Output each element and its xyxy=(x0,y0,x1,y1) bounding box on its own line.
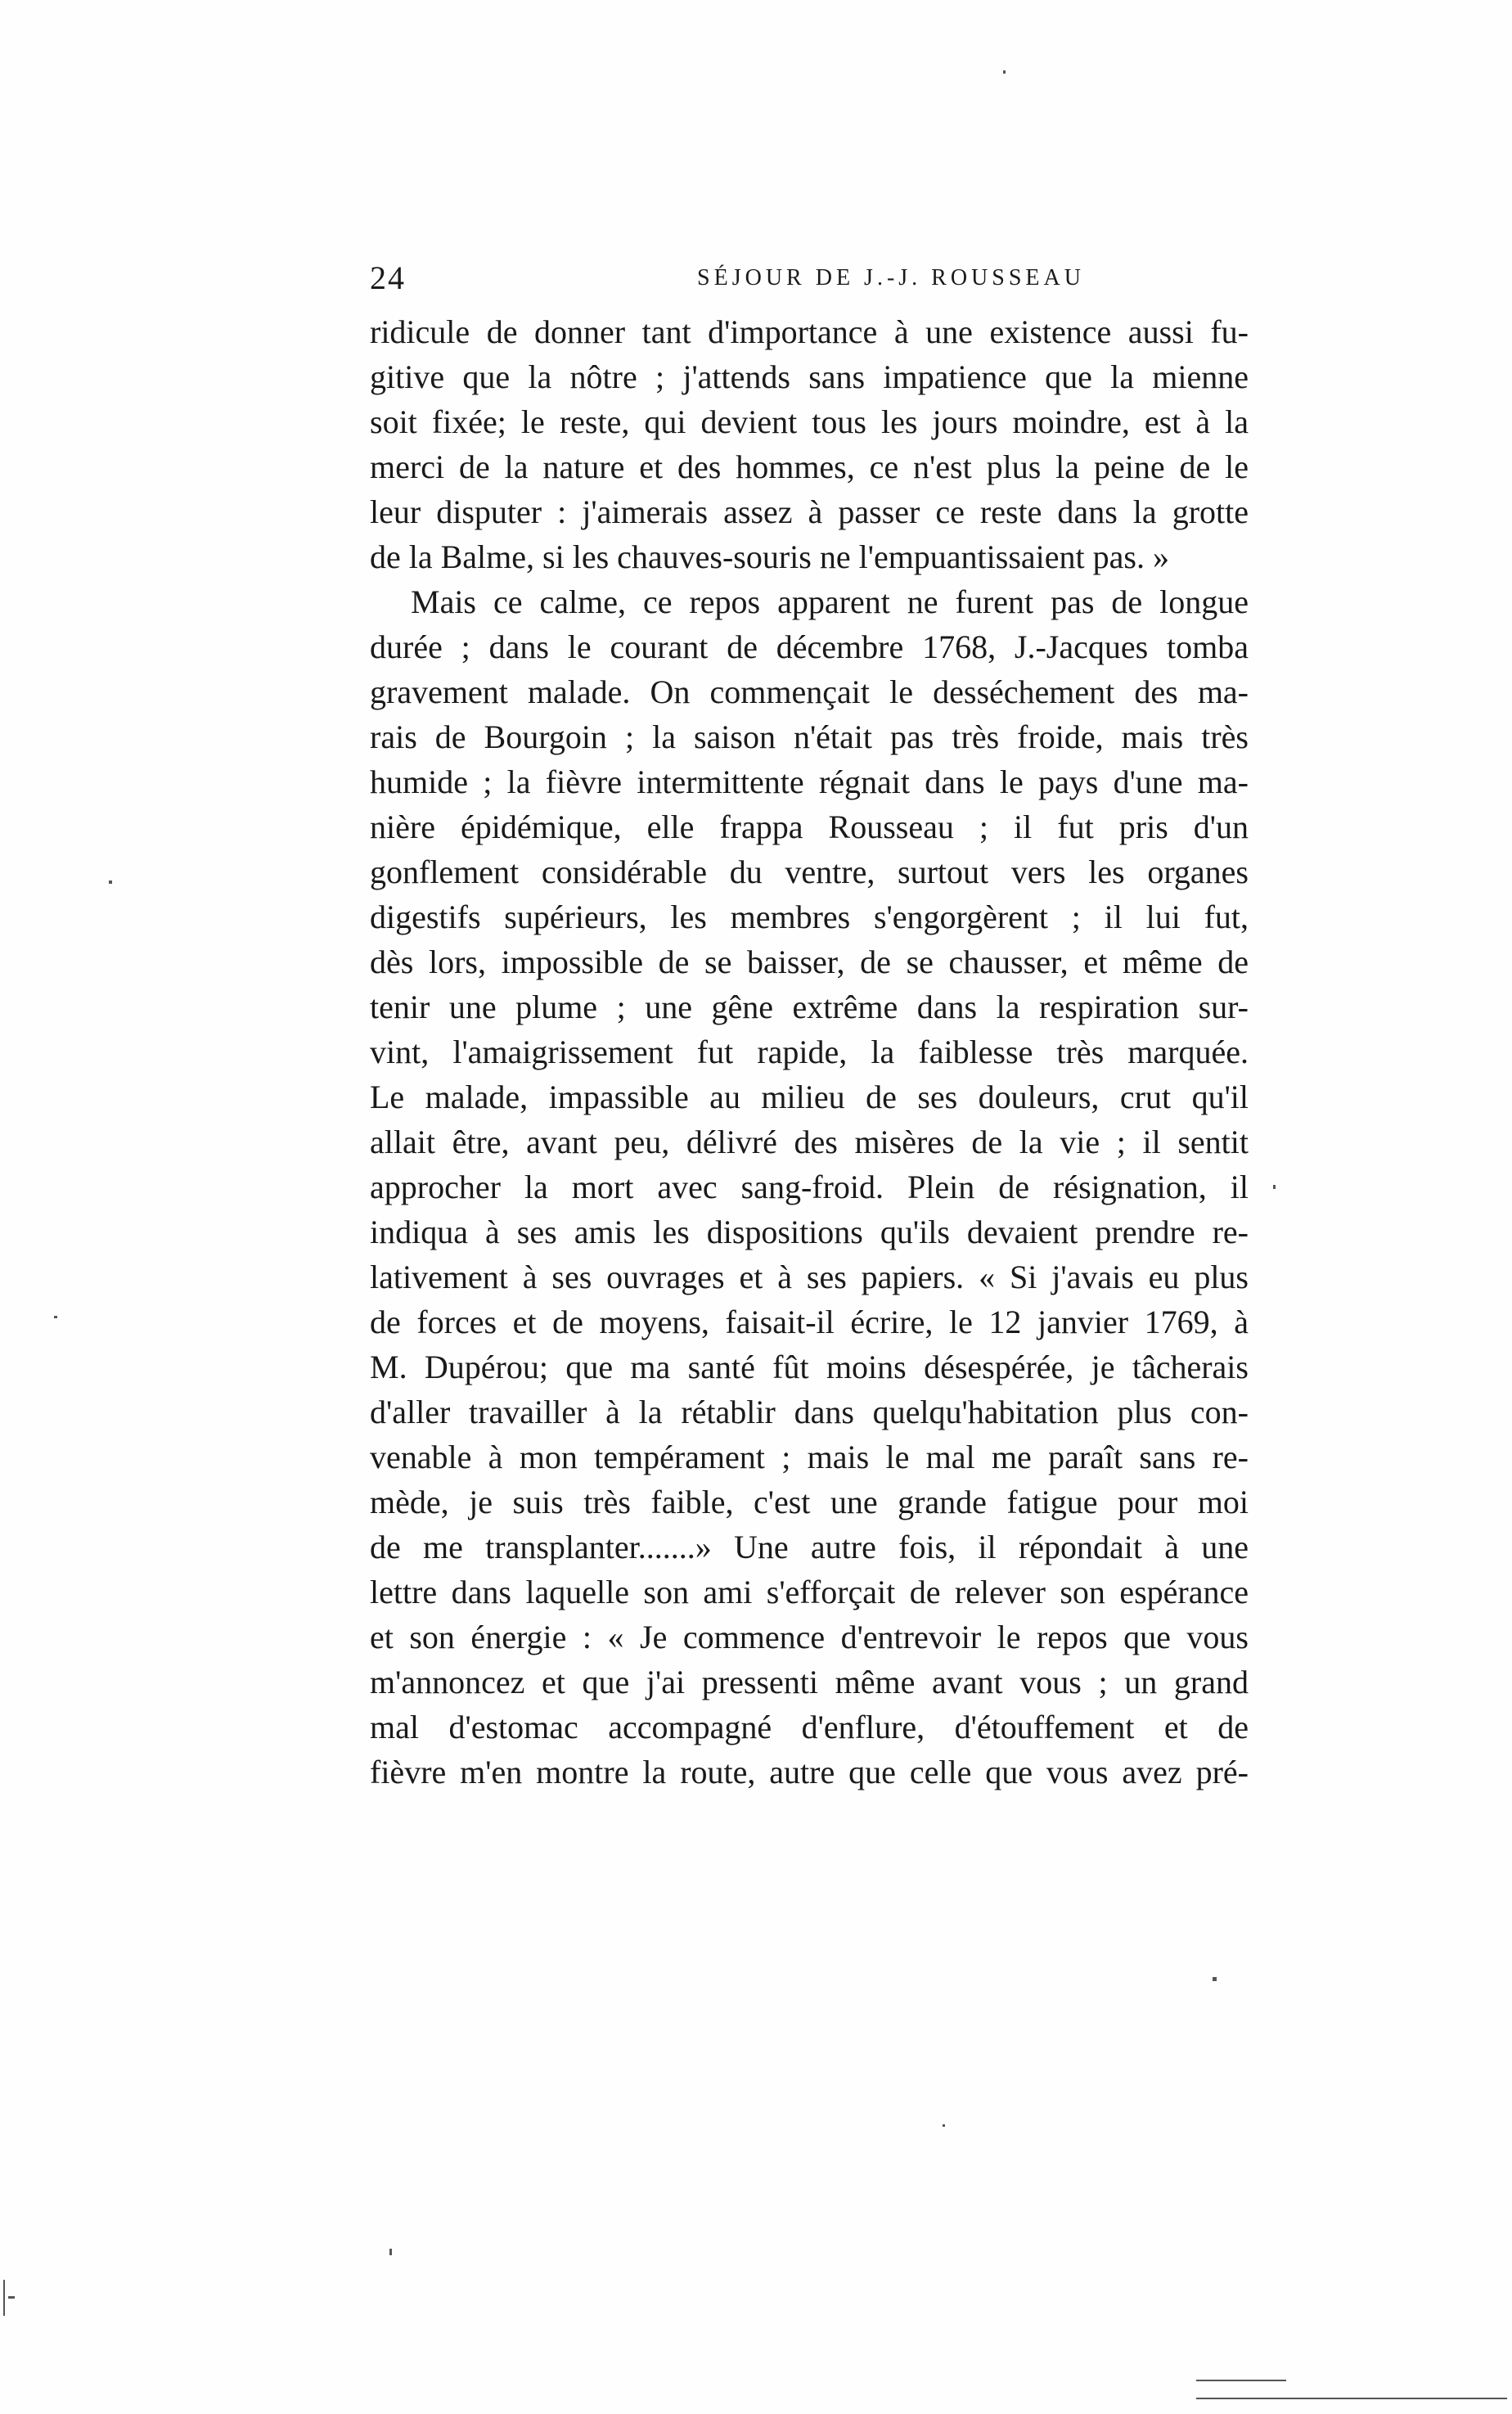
text-line: Le malade, impassible au milieu de ses douleurs, crut qu'il xyxy=(370,1079,1249,1115)
text-line: nière épidémique, elle frappa Rousseau ; il fut pris d'un xyxy=(370,808,1249,845)
text-line: digestifs supérieurs, les membres s'engorgèrent ; il lui fut, xyxy=(370,898,1249,935)
text-line: gitive que la nôtre ; j'attends sans impatience que la mienne xyxy=(370,358,1249,395)
text-line: tenir une plume ; une gêne extrême dans la respiration sur- xyxy=(370,989,1249,1025)
text-line: gonflement considérable du ventre, surtout vers les organes xyxy=(370,853,1249,890)
text-line: rais de Bourgoin ; la saison n'était pas très froide, mais très xyxy=(370,718,1249,755)
text-line: et son énergie : « Je commence d'entrevoir le repos que vous xyxy=(370,1619,1249,1655)
scan-speck xyxy=(54,1316,57,1318)
text-line: approcher la mort avec sang-froid. Plein de résignation, il xyxy=(370,1169,1249,1205)
text-line: gravement malade. On commençait le desséchement des ma- xyxy=(370,673,1249,710)
text-line: mède, je suis très faible, c'est une grande fatigue pour moi xyxy=(370,1484,1249,1520)
text-line: soit fixée; le reste, qui devient tous les jours moindre, est à la xyxy=(370,403,1249,440)
scan-speck xyxy=(1196,2380,1286,2381)
text-line: d'aller travailler à la rétablir dans quelqu'habitation plus con- xyxy=(370,1394,1249,1430)
scan-speck xyxy=(8,2296,15,2299)
text-line: leur disputer : j'aimerais assez à passer ce reste dans la grotte xyxy=(370,493,1249,530)
page-number: 24 xyxy=(370,259,406,296)
scan-speck xyxy=(389,2249,392,2255)
scan-speck xyxy=(109,880,112,884)
running-head xyxy=(370,260,1249,296)
text-line: de la Balme, si les chauves-souris ne l'empuantissaient pas. » xyxy=(370,538,1169,575)
text-line: M. Dupérou; que ma santé fût moins désespérée, je tâcherais xyxy=(370,1349,1249,1385)
running-title: SÉJOUR DE J.-J. ROUSSEAU xyxy=(697,265,1085,290)
scan-speck xyxy=(1213,1977,1217,1981)
text-line: m'annoncez et que j'ai pressenti même avant vous ; un grand xyxy=(370,1664,1249,1700)
scan-speck xyxy=(1273,1185,1276,1189)
text-line: lativement à ses ouvrages et à ses papiers. « Si j'avais eu plus xyxy=(370,1259,1249,1295)
scan-speck xyxy=(1003,70,1006,74)
text-line: Mais ce calme, ce repos apparent ne furent pas de longue xyxy=(411,583,1249,620)
text-line: mal d'estomac accompagné d'enflure, d'étouffement et de xyxy=(370,1709,1249,1745)
text-line: vint, l'amaigrissement fut rapide, la faiblesse très marquée. xyxy=(370,1034,1249,1070)
text-line: dès lors, impossible de se baisser, de se chausser, et même de xyxy=(370,944,1249,980)
text-line: de forces et de moyens, faisait-il écrire, le 12 janvier 1769, à xyxy=(370,1304,1249,1340)
text-line: fièvre m'en montre la route, autre que celle que vous avez pré- xyxy=(370,1754,1249,1790)
text-line: indiqua à ses amis les dispositions qu'ils devaient prendre re- xyxy=(370,1214,1249,1250)
text-line: allait être, avant peu, délivré des misères de la vie ; il sentit xyxy=(370,1124,1249,1160)
text-line: ridicule de donner tant d'importance à une existence aussi fu- xyxy=(370,313,1249,350)
scan-speck xyxy=(1196,2398,1507,2399)
text-line: merci de la nature et des hommes, ce n'est plus la peine de le xyxy=(370,448,1249,485)
body-text xyxy=(370,309,1249,1795)
text-line: de me transplanter.......» Une autre fois, il répondait à une xyxy=(370,1529,1249,1565)
text-line: durée ; dans le courant de décembre 1768, J.-Jacques tomba xyxy=(370,628,1249,665)
text-line: humide ; la fièvre intermittente régnait dans le pays d'une ma- xyxy=(370,763,1249,800)
text-line: venable à mon tempérament ; mais le mal me paraît sans re- xyxy=(370,1439,1249,1475)
scan-speck xyxy=(943,2124,945,2127)
text-line: lettre dans laquelle son ami s'efforçait de relever son espérance xyxy=(370,1574,1249,1610)
scan-speck xyxy=(3,2280,5,2316)
